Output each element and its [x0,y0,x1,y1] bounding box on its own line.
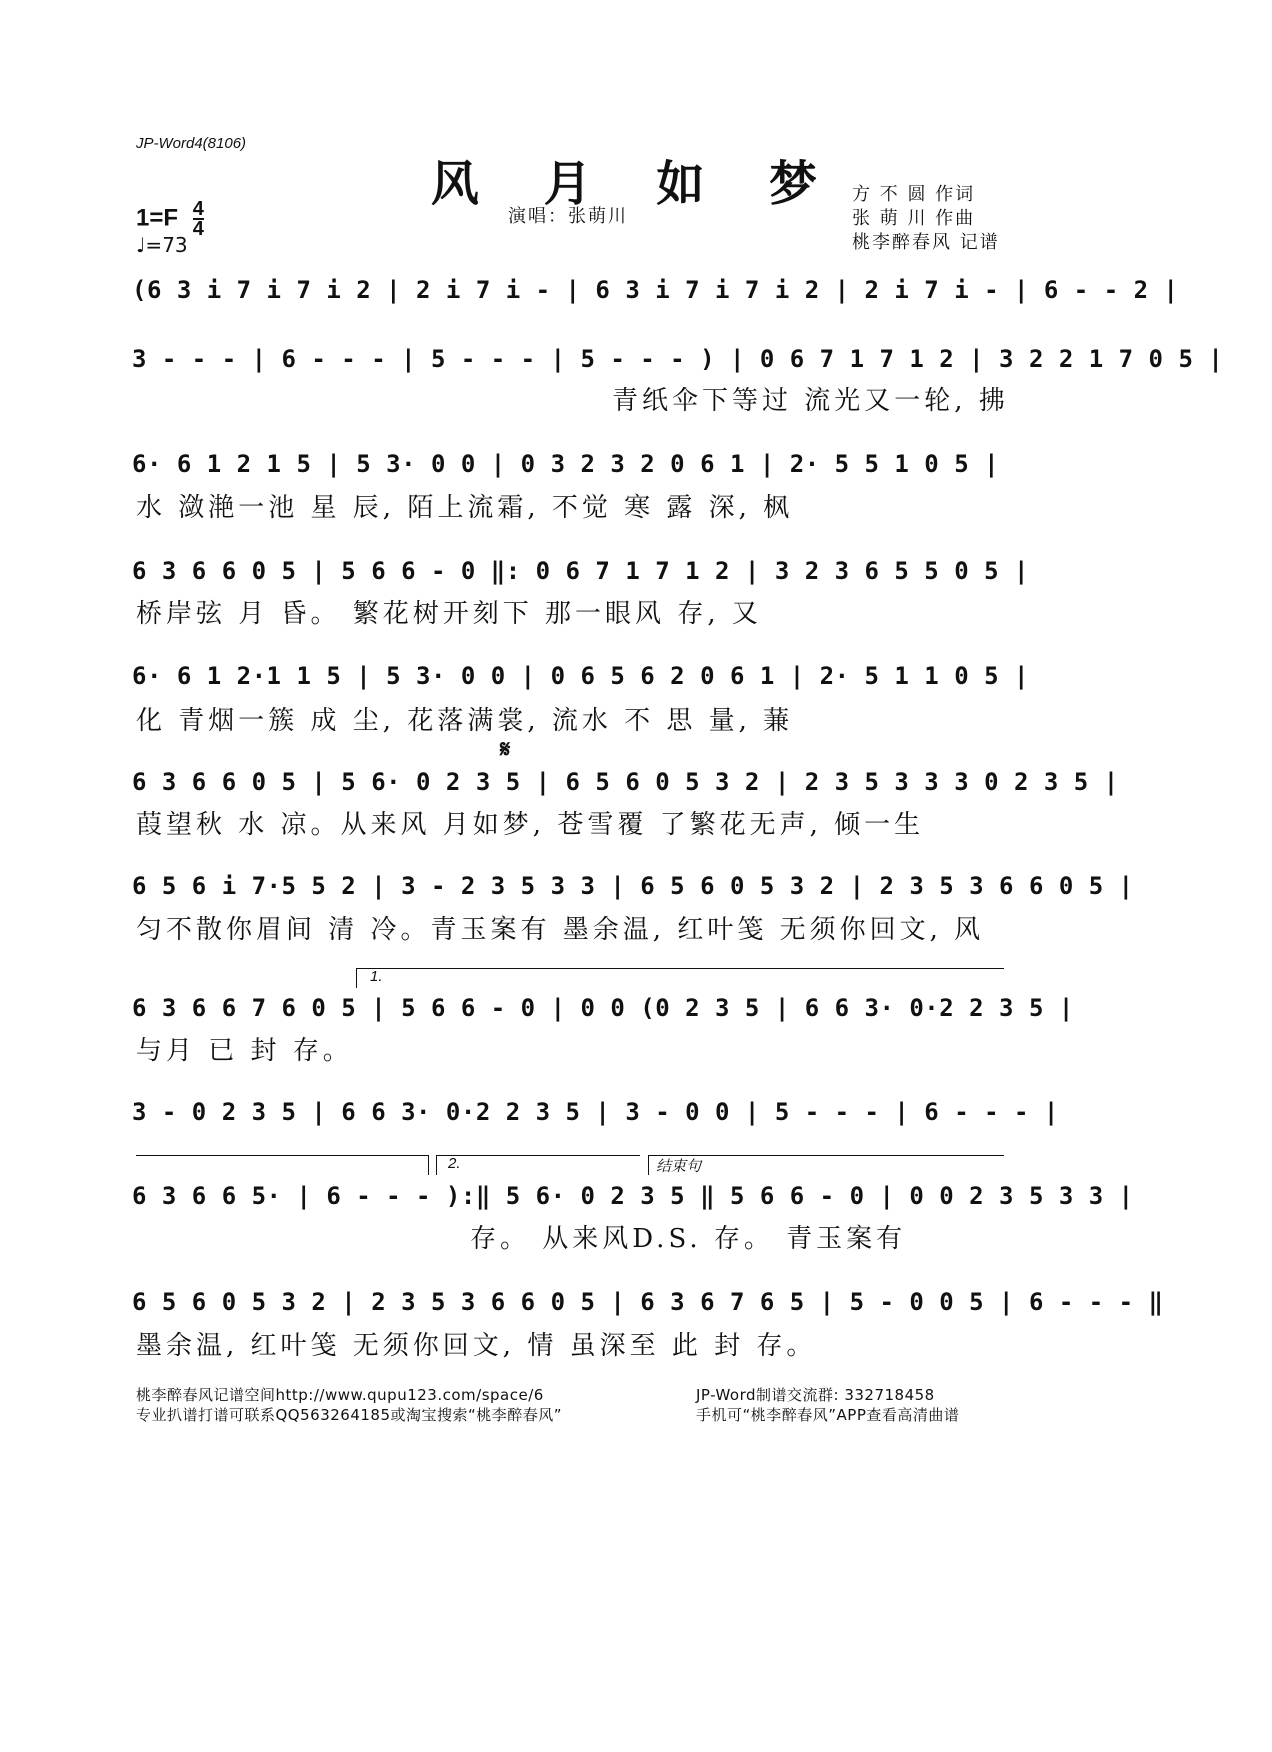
ending-label: 结束句 [656,1158,702,1175]
composer-credit: 张 萌 川 作曲 [852,208,976,229]
time-signature-bottom: 4 [192,218,204,240]
singer-credit: 演唱：张萌川 [508,206,628,227]
ending-bracket-start [648,1155,649,1175]
transcriber-credit: 桃李醉春风 记谱 [852,232,1000,253]
footer-app: 手机可“桃李醉春风”APP查看高清曲谱 [696,1406,960,1424]
score-line-2-notes: 3 - - - | 6 - - - | 5 - - - | 5 - - - ) | 0 6 7 1 7 1 2 | 3 2 2 1 7 0 5 | [132,345,1224,373]
score-line-3-lyrics: 水 潋滟一池 星 辰, 陌上流霜, 不觉 寒 露 深, 枫 [136,493,794,523]
volta-1-bracket [356,968,1004,969]
page-title: 风 月 如 梦 [430,156,842,212]
footer-group: JP-Word制谱交流群: 332718458 [696,1386,935,1404]
ending-bracket [648,1155,1004,1156]
segno-sign: 𝄋 [500,735,511,763]
lyricist-credit: 方 不 圆 作词 [852,184,976,205]
time-signature-top: 4 [192,198,204,220]
score-line-10-lyrics: 存。 从来风D.S. 存。 青玉案有 [470,1224,907,1254]
volta-1-end [428,1155,429,1175]
score-line-5-lyrics: 化 青烟一簇 成 尘, 花落满裳, 流水 不 思 量, 蒹 [136,706,794,736]
key-label: 1=F [136,204,179,232]
score-line-9-notes: 3 - 0 2 3 5 | 6 6 3· 0·2 2 3 5 | 3 - 0 0 | 5 - - - | 6 - - - | [132,1098,1059,1126]
score-line-10-notes: 6 3 6 6 5· | 6 - - - ):‖ 5 6· 0 2 3 5 ‖ 5 6 6 - 0 | 0 0 2 3 5 3 3 | [132,1182,1134,1210]
footer-contact: 专业扒谱打谱可联系QQ563264185或淘宝搜索“桃李醉春风” [136,1406,563,1424]
volta-1-bracket-start [356,968,357,988]
time-signature [193,200,204,238]
score-line-6-notes: 6 3 6 6 0 5 | 5 6· 0 2 3 5 | 6 5 6 0 5 3 2 | 2 3 5 3 3 3 0 2 3 5 | [132,768,1119,796]
score-line-1-notes: (6 3 i 7 i 7 i 2 | 2 i 7 i - | 6 3 i 7 i 7 i 2 | 2 i 7 i - | 6 - - 2 | [132,276,1179,304]
score-line-5-notes: 6· 6 1 2·1 1 5 | 5 3· 0 0 | 0 6 5 6 2 0 6 1 | 2· 5 1 1 0 5 | [132,662,1029,690]
score-line-11-lyrics: 墨余温, 红叶笺 无须你回文, 情 虽深至 此 封 存。 [136,1331,817,1361]
score-line-11-notes: 6 5 6 0 5 3 2 | 2 3 5 3 6 6 0 5 | 6 3 6 7 6 5 | 5 - 0 0 5 | 6 - - - ‖ [132,1288,1164,1316]
tempo-marking: ♩=73 [136,233,188,257]
volta-1-continuation [136,1155,428,1156]
score-line-7-notes: 6 5 6 i 7·5 5 2 | 3 - 2 3 5 3 3 | 6 5 6 0 5 3 2 | 2 3 5 3 6 6 0 5 | [132,872,1134,900]
score-line-7-lyrics: 匀不散你眉间 清 冷。青玉案有 墨余温, 红叶笺 无须你回文, 风 [136,915,985,945]
volta-1-label: 1. [370,968,383,985]
score-line-8-notes: 6 3 6 6 7 6 0 5 | 5 6 6 - 0 | 0 0 (0 2 3 5 | 6 6 3· 0·2 2 3 5 | [132,994,1074,1022]
score-line-3-notes: 6· 6 1 2 1 5 | 5 3· 0 0 | 0 3 2 3 2 0 6 1 | 2· 5 5 1 0 5 | [132,450,1000,478]
score-line-2-lyrics: 青纸伞下等过 流光又一轮, 拂 [612,386,1009,416]
score-line-4-lyrics: 桥岸弦 月 昏。 繁花树开刻下 那一眼风 存, 又 [136,599,762,629]
score-line-6-lyrics: 葭望秋 水 凉。从来风 月如梦, 苍雪覆 了繁花无声, 倾一生 [136,810,925,840]
footer-website: 桃李醉春风记谱空间http://www.qupu123.com/space/6 [136,1386,544,1404]
volta-2-label: 2. [448,1155,461,1172]
volta-2-bracket-start [436,1155,437,1175]
volta-2-bracket [436,1155,640,1156]
software-version: JP-Word4(8106) [136,135,247,152]
score-line-8-lyrics: 与月 已 封 存。 [136,1036,353,1066]
score-line-4-notes: 6 3 6 6 0 5 | 5 6 6 - 0 ‖: 0 6 7 1 7 1 2 | 3 2 3 6 5 5 0 5 | [132,557,1029,585]
